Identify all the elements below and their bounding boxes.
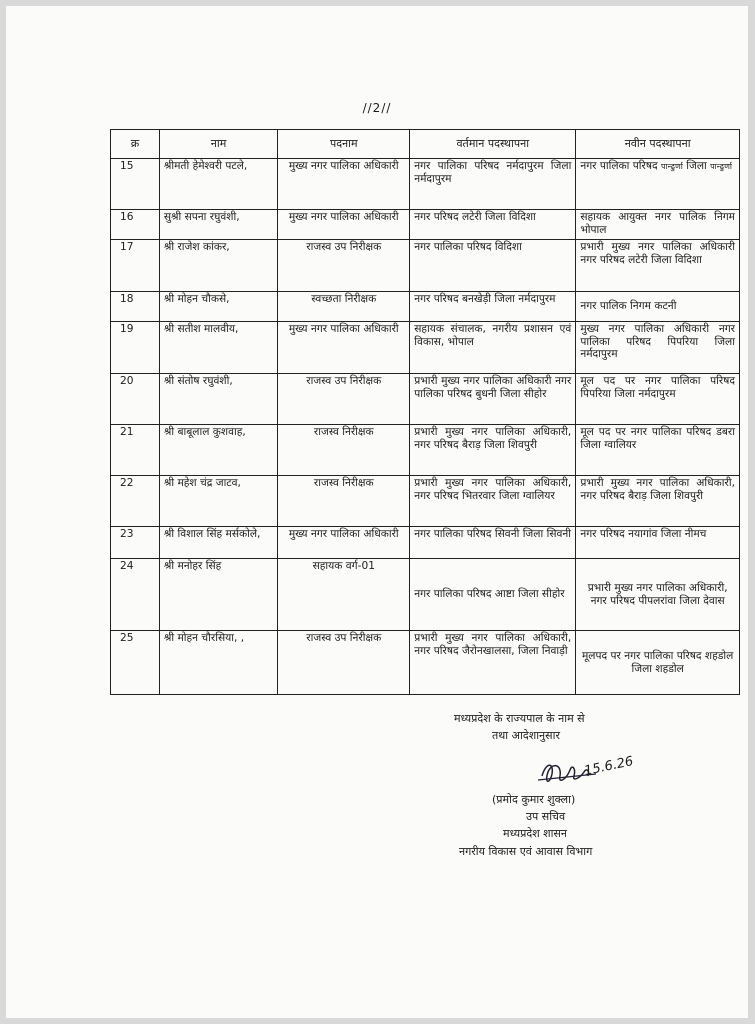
cell-sno: 25 bbox=[111, 631, 160, 695]
cell-new-posting: मूल पद पर नगर पालिका परिषद डबरा जिला ग्वालियर bbox=[576, 425, 740, 476]
cell-name: श्री मोहन चौरसिया, , bbox=[159, 631, 277, 695]
cell-new-posting bbox=[576, 159, 740, 210]
cell-name: श्री महेश चंद्र जाटव, bbox=[159, 476, 277, 527]
cell-new-posting: मूलपद पर नगर पालिका परिषद शहडोल जिला शहडोल bbox=[576, 631, 740, 695]
cell-current-posting: नगर परिषद बनखेड़ी जिला नर्मदापुरम bbox=[410, 292, 576, 322]
header-name: नाम bbox=[159, 130, 277, 159]
government-name: मध्यप्रदेश शासन bbox=[503, 827, 568, 840]
cell-designation: स्वच्छता निरीक्षक bbox=[278, 292, 410, 322]
cell-new-posting: मूल पद पर नगर पालिका परिषद पिपरिया जिला नर्मदापुरम bbox=[576, 374, 740, 425]
cell-name: श्री बाबूलाल कुशवाह, bbox=[159, 425, 277, 476]
table-row bbox=[111, 240, 740, 292]
cell-sno: 21 bbox=[111, 425, 160, 476]
signatory-name: (प्रमोद कुमार शुक्ला) bbox=[492, 793, 576, 806]
cell-name: श्री मनोहर सिंह bbox=[159, 559, 277, 631]
table-row bbox=[111, 159, 740, 210]
cell-current-posting: प्रभारी मुख्य नगर पालिका अधिकारी नगर पालिका परिषद बुधनी जिला सीहोर bbox=[410, 374, 576, 425]
cell-sno: 22 bbox=[111, 476, 160, 527]
cell-sno: 16 bbox=[111, 210, 160, 240]
cell-current-posting: प्रभारी मुख्य नगर पालिका अधिकारी, नगर परिषद भितरवार जिला ग्वालियर bbox=[410, 476, 576, 527]
cell-current-posting: प्रभारी मुख्य नगर पालिका अधिकारी, नगर परिषद जैरोनखालसा, जिला निवाड़ी bbox=[410, 631, 576, 695]
cell-designation: मुख्य नगर पालिका अधिकारी bbox=[278, 527, 410, 559]
cell-name: श्री सतीश मालवीय, bbox=[159, 322, 277, 374]
cell-new-posting: प्रभारी मुख्य नगर पालिका अधिकारी, नगर परिषद बैराड़ जिला शिवपुरी bbox=[576, 476, 740, 527]
table-row bbox=[111, 476, 740, 527]
signatory-designation: उप सचिव bbox=[526, 810, 566, 823]
cell-name: श्री मोहन चौकसे, bbox=[159, 292, 277, 322]
cell-name: श्री राजेश कांकर, bbox=[159, 240, 277, 292]
signature-date: 15.6.26 bbox=[582, 754, 635, 779]
cell-name: श्री संतोष रघुवंशी, bbox=[159, 374, 277, 425]
cell-sno: 15 bbox=[111, 159, 160, 210]
cell-name: सुश्री सपना रघुवंशी, bbox=[159, 210, 277, 240]
cell-current-posting: नगर पालिका परिषद आष्टा जिला सीहोर bbox=[410, 559, 576, 631]
footer-authority-line: मध्यप्रदेश के राज्यपाल के नाम से bbox=[454, 712, 585, 725]
header-new-posting: नवीन पदस्थापना bbox=[576, 130, 740, 159]
cell-designation: सहायक वर्ग-01 bbox=[278, 559, 410, 631]
cell-sno: 24 bbox=[111, 559, 160, 631]
cell-current-posting: नगर पालिका परिषद सिवनी जिला सिवनी bbox=[410, 527, 576, 559]
cell-current-posting: नगर परिषद लटेरी जिला विदिशा bbox=[410, 210, 576, 240]
cell-new-posting: सहायक आयुक्त नगर पालिक निगम भोपाल bbox=[576, 210, 740, 240]
new-posting-handwritten: पान्ढुर्णा bbox=[661, 162, 683, 171]
postings-table bbox=[110, 129, 740, 695]
table-row bbox=[111, 425, 740, 476]
cell-designation: राजस्व उप निरीक्षक bbox=[278, 240, 410, 292]
table-row bbox=[111, 559, 740, 631]
cell-sno: 19 bbox=[111, 322, 160, 374]
table-row bbox=[111, 527, 740, 559]
cell-designation: राजस्व निरीक्षक bbox=[278, 476, 410, 527]
header-sno: क्र bbox=[111, 130, 160, 159]
cell-sno: 18 bbox=[111, 292, 160, 322]
cell-current-posting: सहायक संचालक, नगरीय प्रशासन एवं विकास, भोपाल bbox=[410, 322, 576, 374]
cell-current-posting: नगर पालिका परिषद विदिशा bbox=[410, 240, 576, 292]
page-number: //2// bbox=[362, 101, 392, 115]
cell-new-posting: प्रभारी मुख्य नगर पालिका अधिकारी नगर परिषद लटेरी जिला विदिशा bbox=[576, 240, 740, 292]
table-header-row bbox=[111, 130, 740, 159]
new-posting-text: नगर पालिका परिषद bbox=[580, 160, 658, 172]
header-designation: पदनाम bbox=[278, 130, 410, 159]
header-current-posting: वर्तमान पदस्थापना bbox=[410, 130, 576, 159]
table-row bbox=[111, 374, 740, 425]
cell-designation: राजस्व उप निरीक्षक bbox=[278, 631, 410, 695]
cell-sno: 23 bbox=[111, 527, 160, 559]
cell-new-posting: नगर पालिक निगम कटनी bbox=[576, 292, 740, 322]
cell-current-posting: नगर पालिका परिषद नर्मदापुरम जिला नर्मदापुरम bbox=[410, 159, 576, 210]
table-row bbox=[111, 631, 740, 695]
document-page bbox=[6, 6, 748, 1018]
cell-designation: राजस्व निरीक्षक bbox=[278, 425, 410, 476]
cell-designation: मुख्य नगर पालिका अधिकारी bbox=[278, 210, 410, 240]
cell-designation: मुख्य नगर पालिका अधिकारी bbox=[278, 159, 410, 210]
cell-current-posting: प्रभारी मुख्य नगर पालिका अधिकारी, नगर परिषद बैराड़ जिला शिवपुरी bbox=[410, 425, 576, 476]
cell-name: श्रीमती हेमेश्वरी पटले, bbox=[159, 159, 277, 210]
cell-name: श्री विशाल सिंह मर्सकोले, bbox=[159, 527, 277, 559]
cell-designation: राजस्व उप निरीक्षक bbox=[278, 374, 410, 425]
footer-authority-line-2: तथा आदेशानुसार bbox=[492, 729, 560, 742]
table-row bbox=[111, 210, 740, 240]
cell-sno: 20 bbox=[111, 374, 160, 425]
cell-new-posting: प्रभारी मुख्य नगर पालिका अधिकारी, नगर परिषद पीपलरांवा जिला देवास bbox=[576, 559, 740, 631]
cell-sno: 17 bbox=[111, 240, 160, 292]
cell-new-posting: नगर परिषद नयागांव जिला नीमच bbox=[576, 527, 740, 559]
cell-new-posting: मुख्य नगर पालिका अधिकारी नगर पालिका परिषद पिपरिया जिला नर्मदापुरम bbox=[576, 322, 740, 374]
table-row bbox=[111, 292, 740, 322]
table-row bbox=[111, 322, 740, 374]
new-posting-text-2: जिला bbox=[686, 160, 707, 172]
cell-designation: मुख्य नगर पालिका अधिकारी bbox=[278, 322, 410, 374]
new-posting-handwritten-2: पान्ढुर्णा bbox=[710, 162, 732, 171]
department-name: नगरीय विकास एवं आवास विभाग bbox=[459, 845, 593, 858]
